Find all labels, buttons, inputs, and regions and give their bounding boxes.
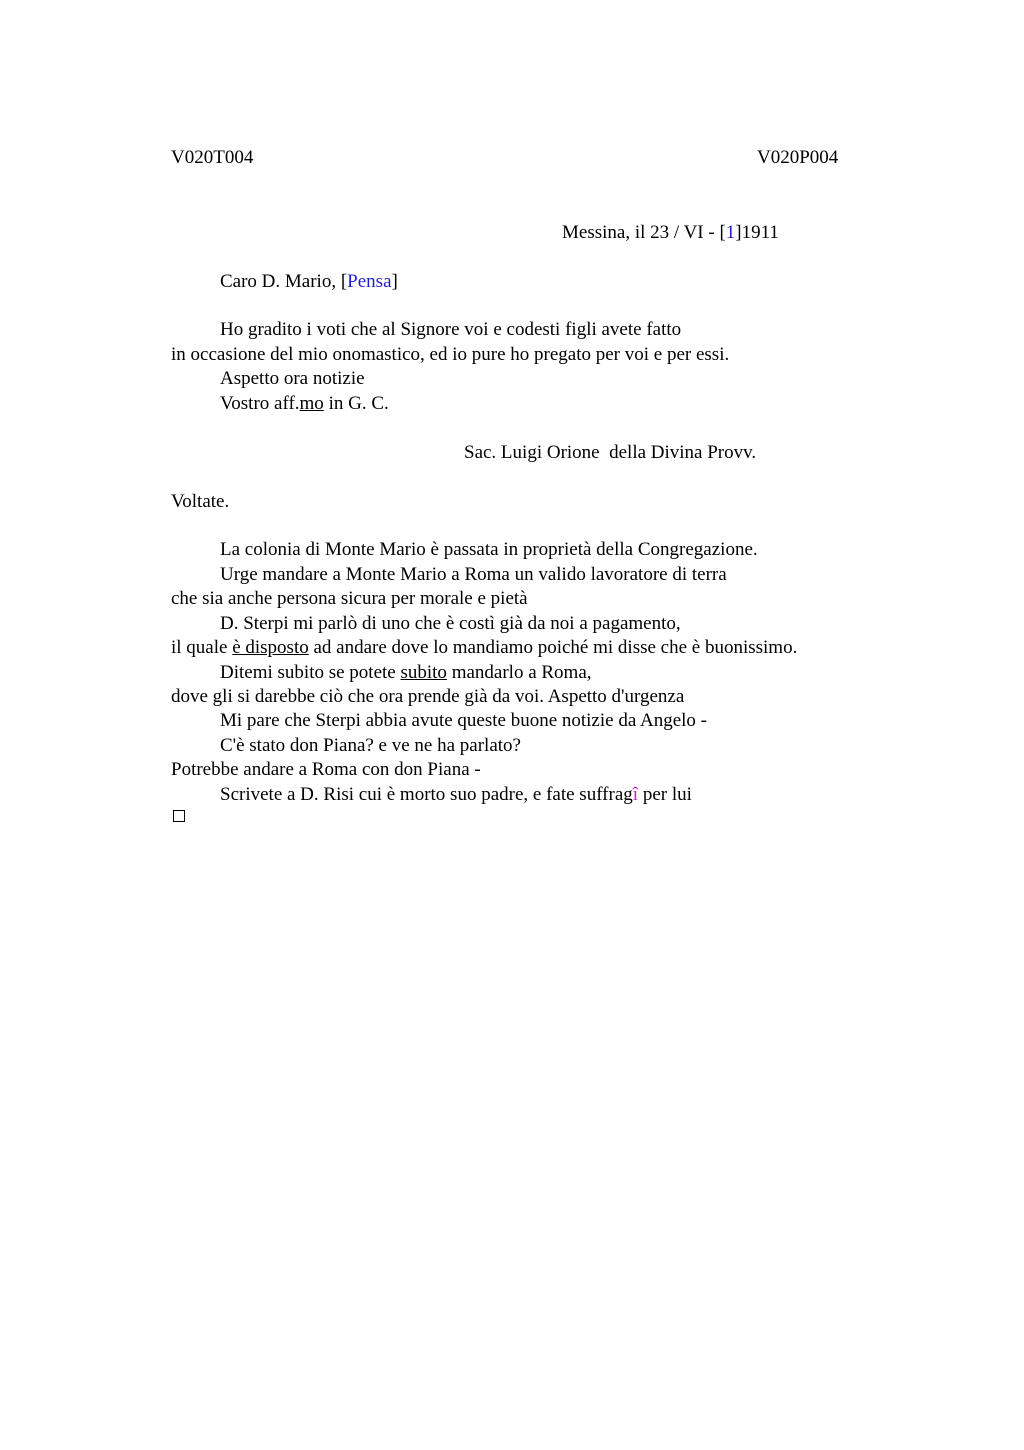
body-line11-highlight: î [632,784,639,805]
body-line11-suffix: per lui [638,784,692,805]
body-line5-underlined: è disposto [232,637,309,658]
body-line6 [220,661,592,685]
closing-underlined: mo [299,393,324,414]
body-line7: dove gli si darebbe ciò che ora prende già da voi. Aspetto d'urgenza [171,686,685,707]
salutation-editor-note: Pensa [347,271,392,292]
body-line10: Potrebbe andare a Roma con don Piana - [171,759,481,780]
para1-line2: in occasione del mio onomastico, ed io pure ho pregato per voi e per essi. [171,344,730,365]
voltate: Voltate. [171,491,230,512]
body-line6-underlined: subito [400,662,447,683]
body-line4: D. Sterpi mi parlò di uno che è costì già da noi a pagamento, [220,613,681,634]
date-prefix: Messina, il 23 / VI - [ [562,222,726,243]
body-line3: che sia anche persona sicura per morale e pietà [171,588,528,609]
body-line5-prefix: il quale [171,637,233,658]
body-line5-suffix: ad andare dove lo mandiamo poiché mi disse che è buonissimo. [308,637,798,658]
signature: Sac. Luigi Orione della Divina Provv. [464,442,757,463]
closing-prefix: Vostro aff. [220,393,300,414]
square-outline-icon [173,810,185,822]
body-line5 [171,636,797,660]
body-line11 [220,783,692,807]
salutation-prefix: Caro D. Mario, [ [220,271,348,292]
closing-suffix: in G. C. [323,393,389,414]
body-line11-prefix: Scrivete a D. Risi cui è morto suo padre, e fate suffrag [220,784,633,805]
header-left-code: V020T004 [171,147,254,168]
date-editor-note: 1 [725,222,736,243]
closing [220,392,389,416]
body-line9: C'è stato don Piana? e ve ne ha parlato? [220,735,521,756]
body-line2: Urge mandare a Monte Mario a Roma un valido lavoratore di terra [220,564,727,585]
body-line6-suffix: mandarlo a Roma, [446,662,592,683]
para1-line3: Aspetto ora notizie [220,368,365,389]
header-right-code: V020P004 [757,147,839,168]
salutation [220,270,398,294]
para1-line1: Ho gradito i voti che al Signore voi e codesti figli avete fatto [220,319,682,340]
body-line6-prefix: Ditemi subito se potete [220,662,401,683]
body-line1: La colonia di Monte Mario è passata in proprietà della Congregazione. [220,539,758,560]
body-line8: Mi pare che Sterpi abbia avute queste buone notizie da Angelo - [220,710,707,731]
date-suffix: ]1911 [735,222,779,243]
salutation-suffix: ] [391,271,398,292]
letter-date [562,221,779,245]
